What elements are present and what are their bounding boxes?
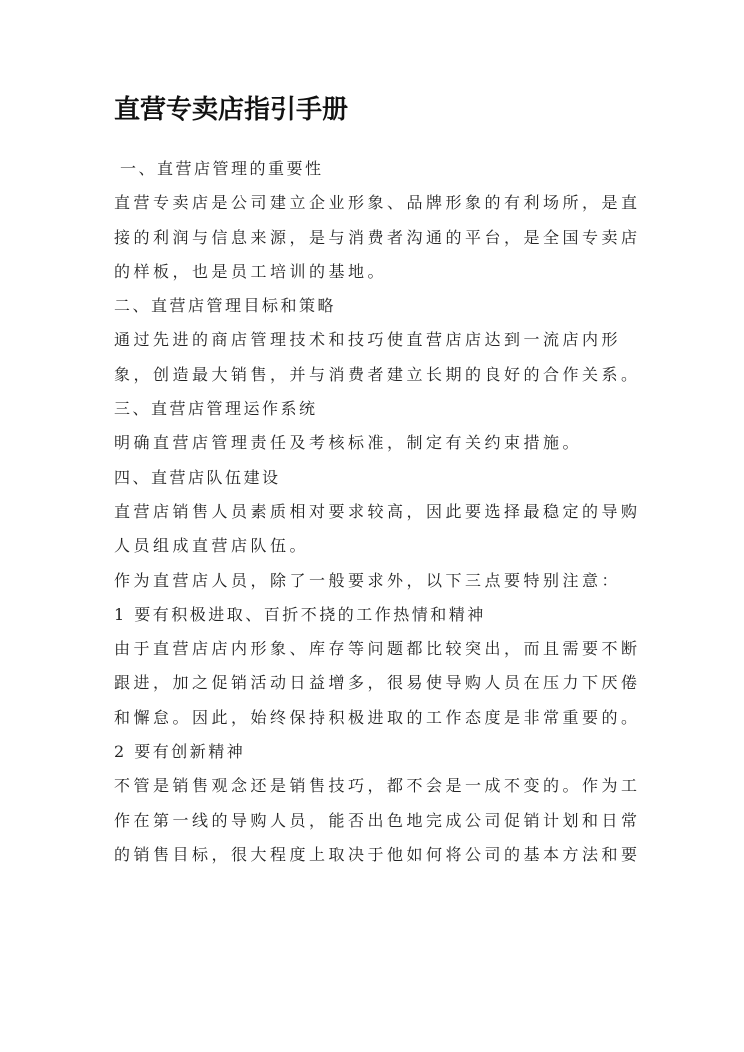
paragraph-line: 通过先进的商店管理技术和技巧使直营店店达到一流店内形	[114, 330, 622, 350]
paragraph-line: 直营专卖店是公司建立企业形象、品牌形象的有利场所，是直	[114, 193, 641, 213]
section-heading-2: 二、直营店管理目标和策略	[114, 296, 337, 316]
subsection-heading-1: 1 要有积极进取、百折不挠的工作热情和精神	[114, 604, 486, 624]
paragraph-line: 的销售目标，很大程度上取决于他如何将公司的基本方法和要	[114, 844, 641, 864]
paragraph-line: 直营店销售人员素质相对要求较高，因此要选择最稳定的导购	[114, 501, 641, 521]
section-heading-3: 三、直营店管理运作系统	[114, 399, 318, 419]
paragraph-line: 明确直营店管理责任及考核标准，制定有关约束措施。	[114, 433, 583, 453]
paragraph-line: 作为直营店人员，除了一般要求外，以下三点要特别注意：	[114, 570, 622, 590]
paragraph-line: 象，创造最大销售，并与消费者建立长期的良好的合作关系。	[114, 364, 641, 384]
paragraph-line: 不管是销售观念还是销售技巧，都不会是一成不变的。作为工	[114, 776, 641, 796]
paragraph-line: 和懈怠。因此，始终保持积极进取的工作态度是非常重要的。	[114, 707, 641, 727]
section-heading-1: 一、直营店管理的重要性	[120, 159, 324, 178]
document-body	[114, 159, 641, 879]
subsection-heading-2: 2 要有创新精神	[114, 742, 246, 762]
paragraph-line: 的样板，也是员工培训的基地。	[114, 261, 388, 281]
paragraph-line: 跟进，加之促销活动日益增多，很易使导购人员在压力下厌倦	[114, 673, 641, 693]
paragraph-line: 人员组成直营店队伍。	[114, 536, 310, 556]
paragraph-line: 接的利润与信息来源，是与消费者沟通的平台，是全国专卖店	[114, 227, 641, 247]
paragraph-line: 作在第一线的导购人员，能否出色地完成公司促销计划和日常	[114, 810, 641, 830]
document-title: 直营专卖店指引手册	[114, 95, 349, 125]
section-heading-4: 四、直营店队伍建设	[114, 467, 281, 487]
paragraph-line: 由于直营店店内形象、库存等问题都比较突出，而且需要不断	[114, 639, 641, 659]
